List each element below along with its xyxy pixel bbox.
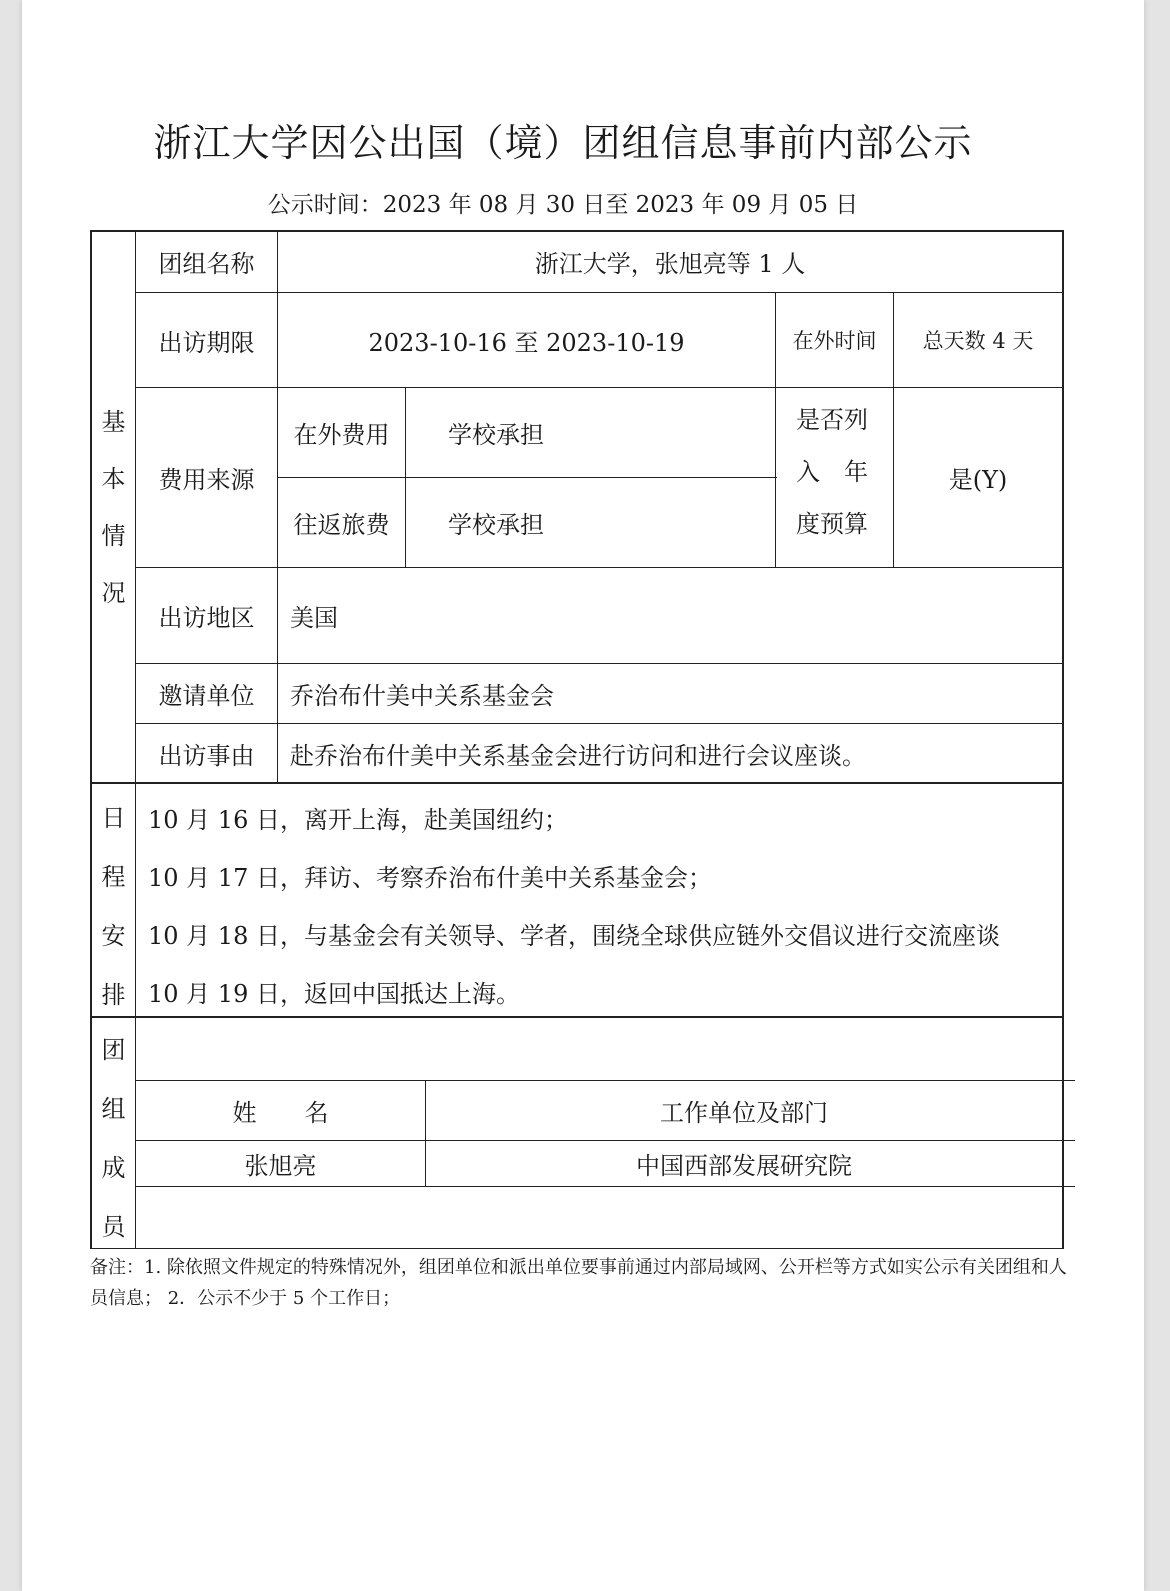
- funding-label: 费用来源: [158, 466, 255, 494]
- member-name: 张旭亮: [244, 1152, 317, 1180]
- region-value: 美国: [290, 604, 338, 632]
- budget-value: 是(Y): [948, 466, 1008, 494]
- publicity-period: 公示时间：2023 年 08 月 30 日至 2023 年 09 月 05 日: [267, 192, 859, 218]
- member-name-header: 姓 名: [232, 1099, 329, 1127]
- schedule-item: 10 月 19 日，返回中国抵达上海。: [148, 980, 520, 1008]
- member-unit: 中国西部发展研究院: [636, 1152, 852, 1180]
- schedule-item: 10 月 16 日，离开上海，赴美国纽约；: [148, 806, 568, 834]
- purpose-value: 赴乔治布什美中关系基金会进行访问和进行会议座谈。: [290, 741, 866, 770]
- duration-label: 出访期限: [158, 328, 255, 357]
- page-title: 浙江大学因公出国（境）团组信息事前内部公示: [153, 121, 973, 165]
- abroad-cost-label: 在外费用: [293, 421, 390, 449]
- section-label-schedule: 日 程 安 排: [101, 804, 126, 1009]
- budget-label: 是否列 入 年 度预算: [796, 406, 868, 538]
- purpose-label: 出访事由: [158, 741, 255, 770]
- inviter-value: 乔治布什美中关系基金会: [290, 682, 554, 710]
- group-name-value: 浙江大学，张旭亮等 1 人: [534, 250, 806, 278]
- inviter-label: 邀请单位: [158, 682, 255, 710]
- section-label-members: 团 组 成 员: [101, 1036, 126, 1241]
- schedule-item: 10 月 18 日，与基金会有关领导、学者，围绕全球供应链外交倡议进行交流座谈: [148, 922, 1000, 950]
- region-label: 出访地区: [158, 604, 255, 632]
- time-abroad-label: 在外时间: [792, 329, 877, 353]
- group-name-label: 团组名称: [158, 250, 255, 278]
- duration-value: 2023-10-16 至 2023-10-19: [368, 328, 685, 357]
- footnote: 备注：1. 除依照文件规定的特殊情况外，组团单位和派出单位要事前通过内部局域网、公开栏等方式如实公示有关团组和人员信息； 2．公示不少于 5 个工作日；: [90, 1257, 1067, 1309]
- travel-cost-label: 往返旅费: [293, 511, 390, 539]
- schedule-item: 10 月 17 日，拜访、考察乔治布什美中关系基金会；: [148, 864, 712, 892]
- member-unit-header: 工作单位及部门: [660, 1099, 828, 1127]
- abroad-cost-value: 学校承担: [448, 421, 544, 449]
- section-label-basic: 基 本 情 况: [101, 408, 126, 607]
- time-abroad-value: 总天数 4 天: [922, 329, 1034, 353]
- travel-cost-value: 学校承担: [448, 511, 544, 539]
